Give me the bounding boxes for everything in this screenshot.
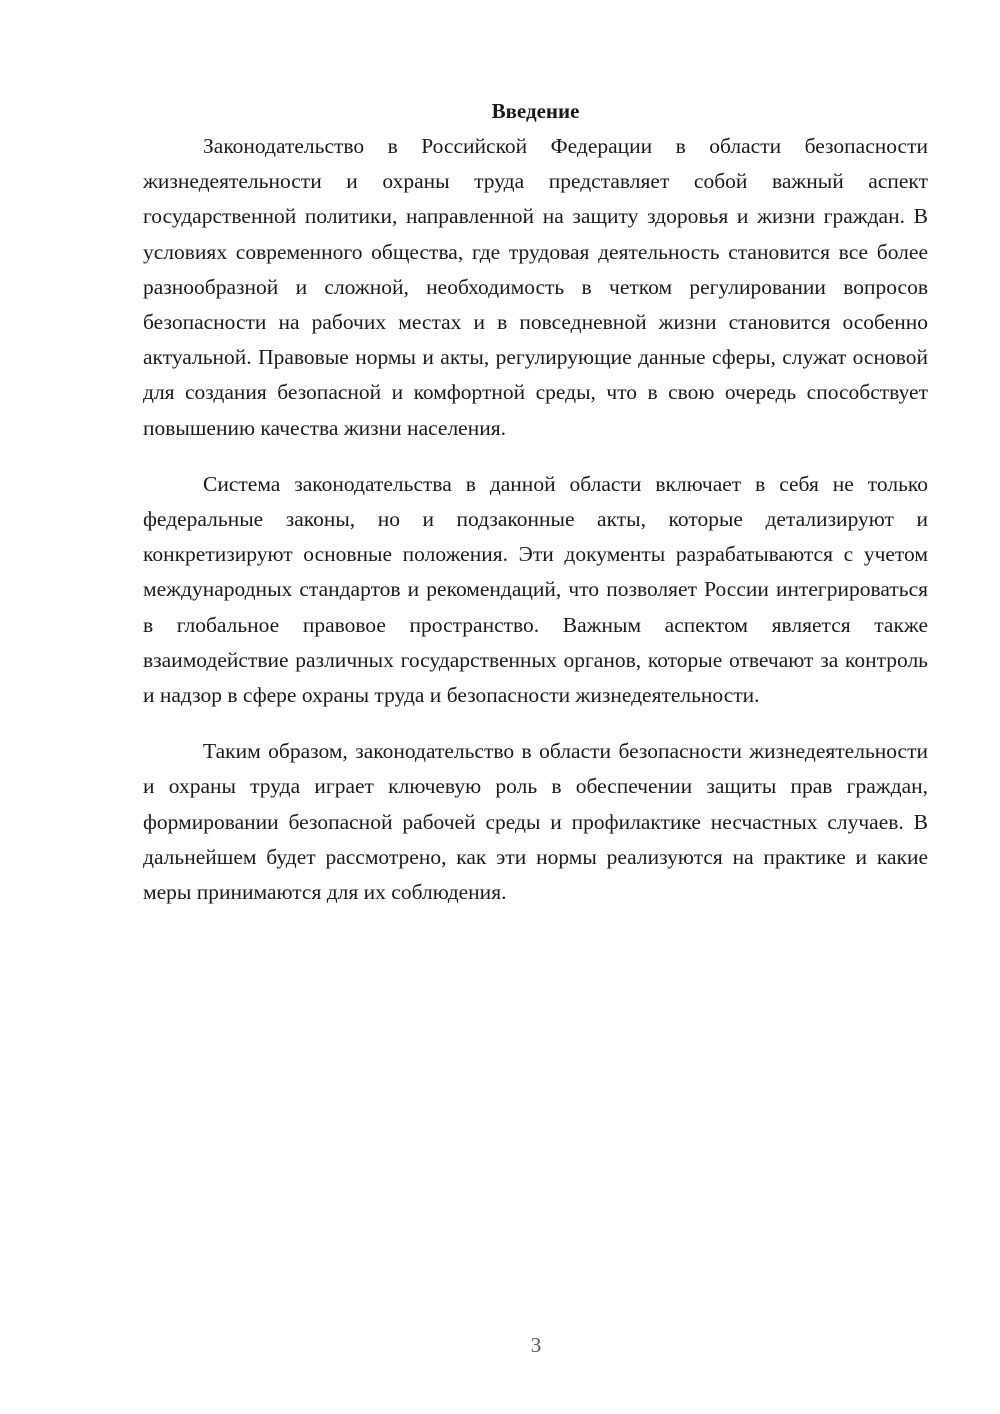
page-number: 3 <box>530 1333 542 1357</box>
page-content <box>143 94 928 910</box>
paragraph-1: Законодательство в Российской Федерации в области безопасности жизнедеятельности и охраны труда представляет собой важный аспект государственной политики, направленной на защиту здоровья и жизни граждан. В условиях современного общества, где трудовая деятельность становится все более разнообразной и сложной, необходимость в четком регулировании вопросов безопасности на рабочих местах и в повседневной жизни становится особенно актуальной. Правовые нормы и акты, регулирующие данные сферы, служат основой для создания безопасной и комфортной среды, что в свою очередь способствует повышению качества жизни населения. <box>143 134 928 440</box>
paragraph-2: Система законодательства в данной области включает в себя не только федеральные законы, но и подзаконные акты, которые детализируют и конкретизируют основные положения. Эти документы разрабатываются с учетом международных стандартов и рекомендаций, что позволяет России интегрироваться в глобальное правовое пространство. Важным аспектом является также взаимодействие различных государственных органов, которые отвечают за контроль и надзор в сфере охраны труда и безопасности жизнедеятельности. <box>143 471 928 708</box>
paragraph-3: Таким образом, законодательство в области безопасности жизнедеятельности и охраны труда играет ключевую роль в обеспечении защиты прав граждан, формировании безопасной рабочей среды и профилактике несчастных случаев. В дальнейшем будет рассмотрено, как эти нормы реализуются на практике и какие меры принимаются для их соблюдения. <box>143 739 928 905</box>
section-title: Введение <box>491 99 580 123</box>
